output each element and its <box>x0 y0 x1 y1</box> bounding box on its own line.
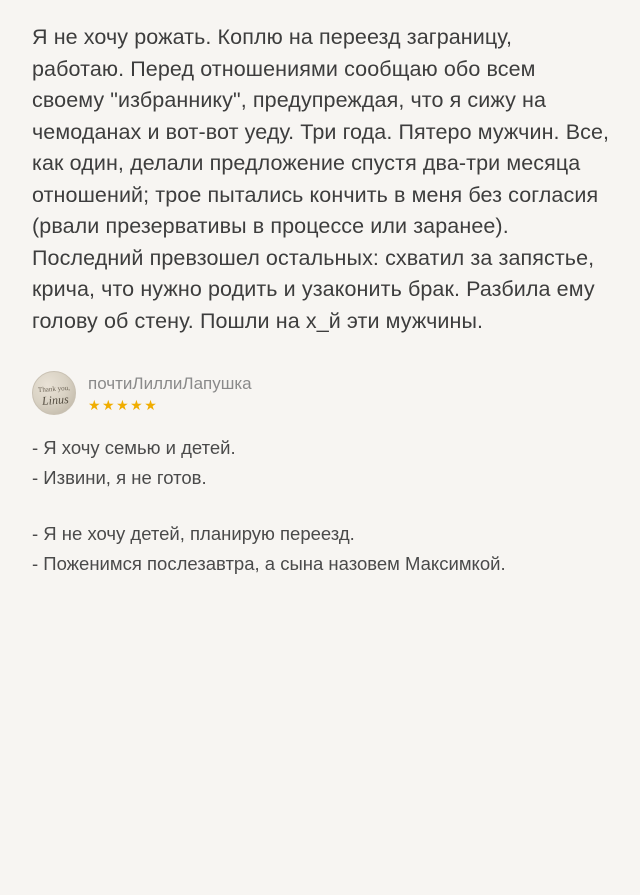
dialog-line: - Поженимся послезавтра, а сына назовем Максимкой. <box>32 553 506 574</box>
comment-meta <box>88 371 252 413</box>
avatar[interactable] <box>32 371 76 415</box>
dialog-spacer <box>32 493 610 519</box>
comment-header <box>32 371 610 415</box>
dialog-line: - Я не хочу детей, планирую переезд. <box>32 523 355 544</box>
comment-dialog <box>32 433 610 579</box>
post-text: Я не хочу рожать. Коплю на переезд заграницу, работаю. Перед отношениями сообщаю обо всем своему "избраннику", предупреждая, что я сижу на чемоданах и вот-вот уеду. Три года. Пятеро мужчин. Все, как один, делали предложение спустя два-три месяца отношений; трое пытались кончить в меня без согласия (рвали презервативы в процессе или заранее). Последний превзошел остальных: схватил за запястье, крича, что нужно родить и узаконить брак. Разбила ему голову об стену. Пошли на х_й эти мужчины. <box>32 25 616 333</box>
avatar-text-line1: Thank you, <box>37 383 71 395</box>
comment-author-name[interactable]: почтиЛиллиЛапушка <box>88 374 252 393</box>
avatar-text-line2: Linus <box>41 392 70 408</box>
rating-stars: ★★★★★ <box>88 397 159 413</box>
dialog-line: - Я хочу семью и детей. <box>32 437 236 458</box>
comment-block <box>32 371 610 579</box>
dialog-line: - Извини, я не готов. <box>32 467 207 488</box>
